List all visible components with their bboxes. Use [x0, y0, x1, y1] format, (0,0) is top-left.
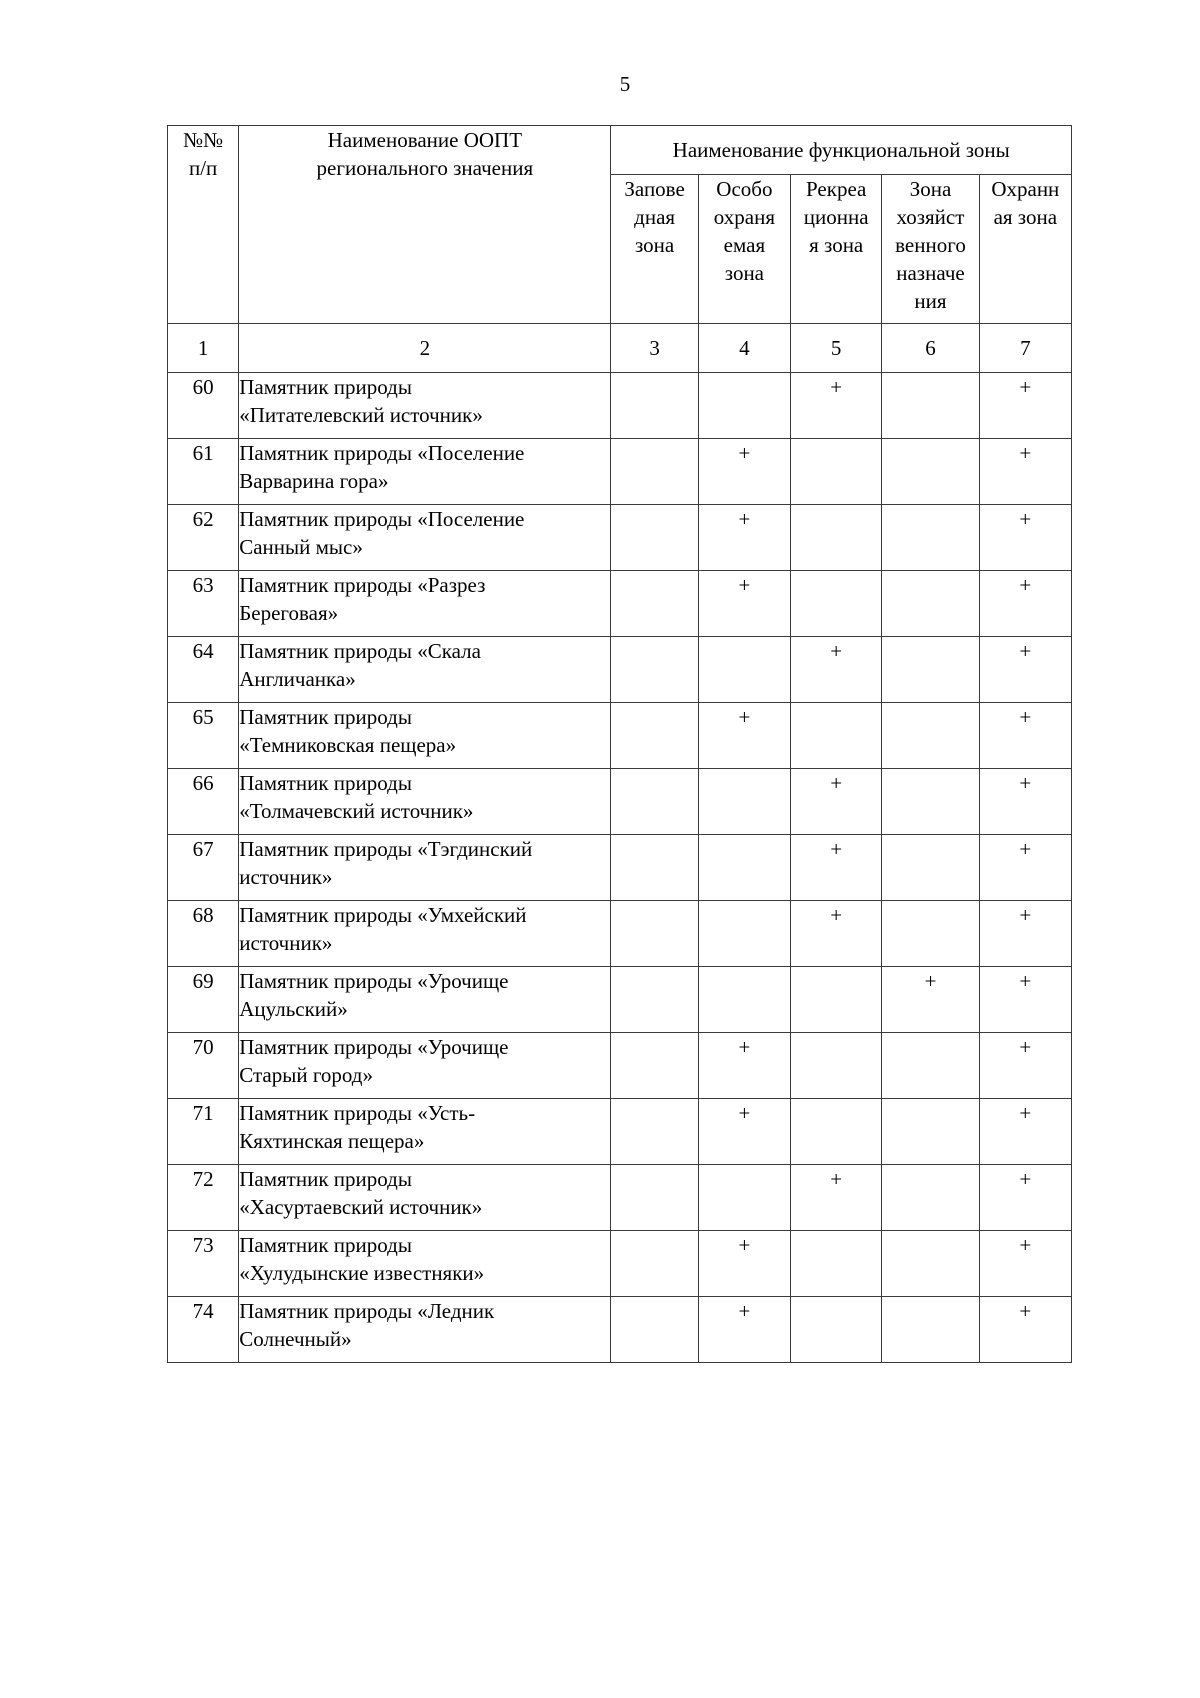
row-name: Памятник природы «Питателевский источник» [239, 373, 611, 439]
row-name: Памятник природы «Разрез Береговая» [239, 571, 611, 637]
mark-buffer: + [979, 505, 1071, 571]
row-number: 74 [168, 1297, 239, 1363]
table-row [168, 1231, 1072, 1297]
row-number: 67 [168, 835, 239, 901]
row-number: 68 [168, 901, 239, 967]
mark-recreational [791, 703, 882, 769]
table-row [168, 439, 1072, 505]
mark-specially-protected: + [698, 1231, 790, 1297]
table-row [168, 967, 1072, 1033]
mark-specially-protected [698, 835, 790, 901]
mark-recreational: + [791, 1165, 882, 1231]
row-number: 61 [168, 439, 239, 505]
mark-specially-protected: + [698, 439, 790, 505]
row-name: Памятник природы «Усть- Кяхтинская пещера» [239, 1099, 611, 1165]
functional-zones-table [167, 125, 1072, 1363]
mark-reserved [611, 967, 698, 1033]
mark-specially-protected: + [698, 1297, 790, 1363]
mark-buffer: + [979, 571, 1071, 637]
row-number: 70 [168, 1033, 239, 1099]
mark-specially-protected: + [698, 1099, 790, 1165]
row-number: 69 [168, 967, 239, 1033]
mark-recreational [791, 1231, 882, 1297]
row-number: 72 [168, 1165, 239, 1231]
header-zone-recreational: Рекреа ционна я зона [791, 175, 882, 324]
mark-buffer: + [979, 439, 1071, 505]
row-name: Памятник природы «Ледник Солнечный» [239, 1297, 611, 1363]
row-number: 66 [168, 769, 239, 835]
table-row [168, 1033, 1072, 1099]
row-number: 71 [168, 1099, 239, 1165]
mark-specially-protected [698, 967, 790, 1033]
mark-economic [882, 1231, 979, 1297]
mark-reserved [611, 439, 698, 505]
mark-economic [882, 901, 979, 967]
mark-recreational: + [791, 835, 882, 901]
table-row [168, 703, 1072, 769]
mark-recreational [791, 1297, 882, 1363]
column-index: 6 [882, 324, 979, 373]
header-zone-group: Наименование функциональной зоны [611, 126, 1072, 175]
header-zone-specially-protected: Особо охраня емая зона [698, 175, 790, 324]
header-zone-economic: Зона хозяйст венного назначе ния [882, 175, 979, 324]
column-index: 4 [698, 324, 790, 373]
mark-reserved [611, 1231, 698, 1297]
row-number: 73 [168, 1231, 239, 1297]
table-row [168, 835, 1072, 901]
mark-reserved [611, 505, 698, 571]
mark-reserved [611, 835, 698, 901]
mark-economic [882, 505, 979, 571]
mark-economic [882, 1033, 979, 1099]
table-body [168, 373, 1072, 1363]
row-name: Памятник природы «Урочище Ацульский» [239, 967, 611, 1033]
mark-reserved [611, 901, 698, 967]
table-row [168, 373, 1072, 439]
mark-reserved [611, 769, 698, 835]
row-name: Памятник природы «Хулудынские известняки» [239, 1231, 611, 1297]
mark-economic [882, 373, 979, 439]
mark-reserved [611, 637, 698, 703]
mark-economic [882, 1297, 979, 1363]
mark-recreational: + [791, 373, 882, 439]
mark-recreational: + [791, 637, 882, 703]
mark-economic [882, 769, 979, 835]
header-zone-buffer: Охранн ая зона [979, 175, 1071, 324]
mark-recreational [791, 1033, 882, 1099]
table-row [168, 901, 1072, 967]
table-row [168, 505, 1072, 571]
header-name-text: Наименование ООПТ регионального значения [316, 128, 534, 180]
mark-specially-protected [698, 373, 790, 439]
table-row [168, 1297, 1072, 1363]
mark-recreational [791, 967, 882, 1033]
mark-recreational [791, 439, 882, 505]
mark-economic: + [882, 967, 979, 1033]
mark-specially-protected [698, 1165, 790, 1231]
mark-buffer: + [979, 637, 1071, 703]
row-name: Памятник природы «Толмачевский источник» [239, 769, 611, 835]
mark-specially-protected: + [698, 505, 790, 571]
mark-buffer: + [979, 703, 1071, 769]
row-number: 60 [168, 373, 239, 439]
row-name: Памятник природы «Поселение Варварина гора» [239, 439, 611, 505]
column-index: 2 [239, 324, 611, 373]
page-number: 5 [619, 72, 631, 96]
mark-reserved [611, 1099, 698, 1165]
mark-specially-protected: + [698, 571, 790, 637]
mark-specially-protected [698, 769, 790, 835]
row-name: Памятник природы «Хасуртаевский источник» [239, 1165, 611, 1231]
mark-economic [882, 571, 979, 637]
mark-buffer: + [979, 1297, 1071, 1363]
column-index-row [168, 324, 1072, 373]
mark-recreational [791, 505, 882, 571]
mark-recreational [791, 571, 882, 637]
mark-specially-protected [698, 901, 790, 967]
mark-buffer: + [979, 769, 1071, 835]
mark-buffer: + [979, 967, 1071, 1033]
row-number: 65 [168, 703, 239, 769]
mark-economic [882, 835, 979, 901]
column-index: 7 [979, 324, 1071, 373]
row-name: Памятник природы «Умхейский источник» [239, 901, 611, 967]
mark-buffer: + [979, 373, 1071, 439]
mark-recreational: + [791, 769, 882, 835]
mark-reserved [611, 1033, 698, 1099]
mark-economic [882, 1165, 979, 1231]
mark-economic [882, 439, 979, 505]
mark-specially-protected [698, 637, 790, 703]
mark-recreational [791, 1099, 882, 1165]
column-index: 3 [611, 324, 698, 373]
mark-reserved [611, 1165, 698, 1231]
row-name: Памятник природы «Урочище Старый город» [239, 1033, 611, 1099]
column-index: 5 [791, 324, 882, 373]
row-name: Памятник природы «Скала Англичанка» [239, 637, 611, 703]
column-index: 1 [168, 324, 239, 373]
mark-reserved [611, 703, 698, 769]
row-name: Памятник природы «Поселение Санный мыс» [239, 505, 611, 571]
mark-reserved [611, 373, 698, 439]
table-row [168, 571, 1072, 637]
mark-buffer: + [979, 1231, 1071, 1297]
row-name: Памятник природы «Темниковская пещера» [239, 703, 611, 769]
table-row [168, 637, 1072, 703]
mark-reserved [611, 571, 698, 637]
mark-specially-protected: + [698, 703, 790, 769]
mark-reserved [611, 1297, 698, 1363]
table-row [168, 1099, 1072, 1165]
mark-buffer: + [979, 835, 1071, 901]
mark-economic [882, 1099, 979, 1165]
table-row [168, 1165, 1072, 1231]
mark-buffer: + [979, 1165, 1071, 1231]
mark-economic [882, 703, 979, 769]
mark-specially-protected: + [698, 1033, 790, 1099]
mark-buffer: + [979, 1033, 1071, 1099]
mark-buffer: + [979, 1099, 1071, 1165]
mark-recreational: + [791, 901, 882, 967]
row-name: Памятник природы «Тэгдинский источник» [239, 835, 611, 901]
mark-economic [882, 637, 979, 703]
header-number: №№ п/п [168, 126, 239, 324]
row-number: 63 [168, 571, 239, 637]
row-number: 64 [168, 637, 239, 703]
header-name [239, 126, 611, 324]
row-number: 62 [168, 505, 239, 571]
header-row [168, 126, 1072, 175]
mark-buffer: + [979, 901, 1071, 967]
header-zone-reserved: Запове дная зона [611, 175, 698, 324]
table-row [168, 769, 1072, 835]
